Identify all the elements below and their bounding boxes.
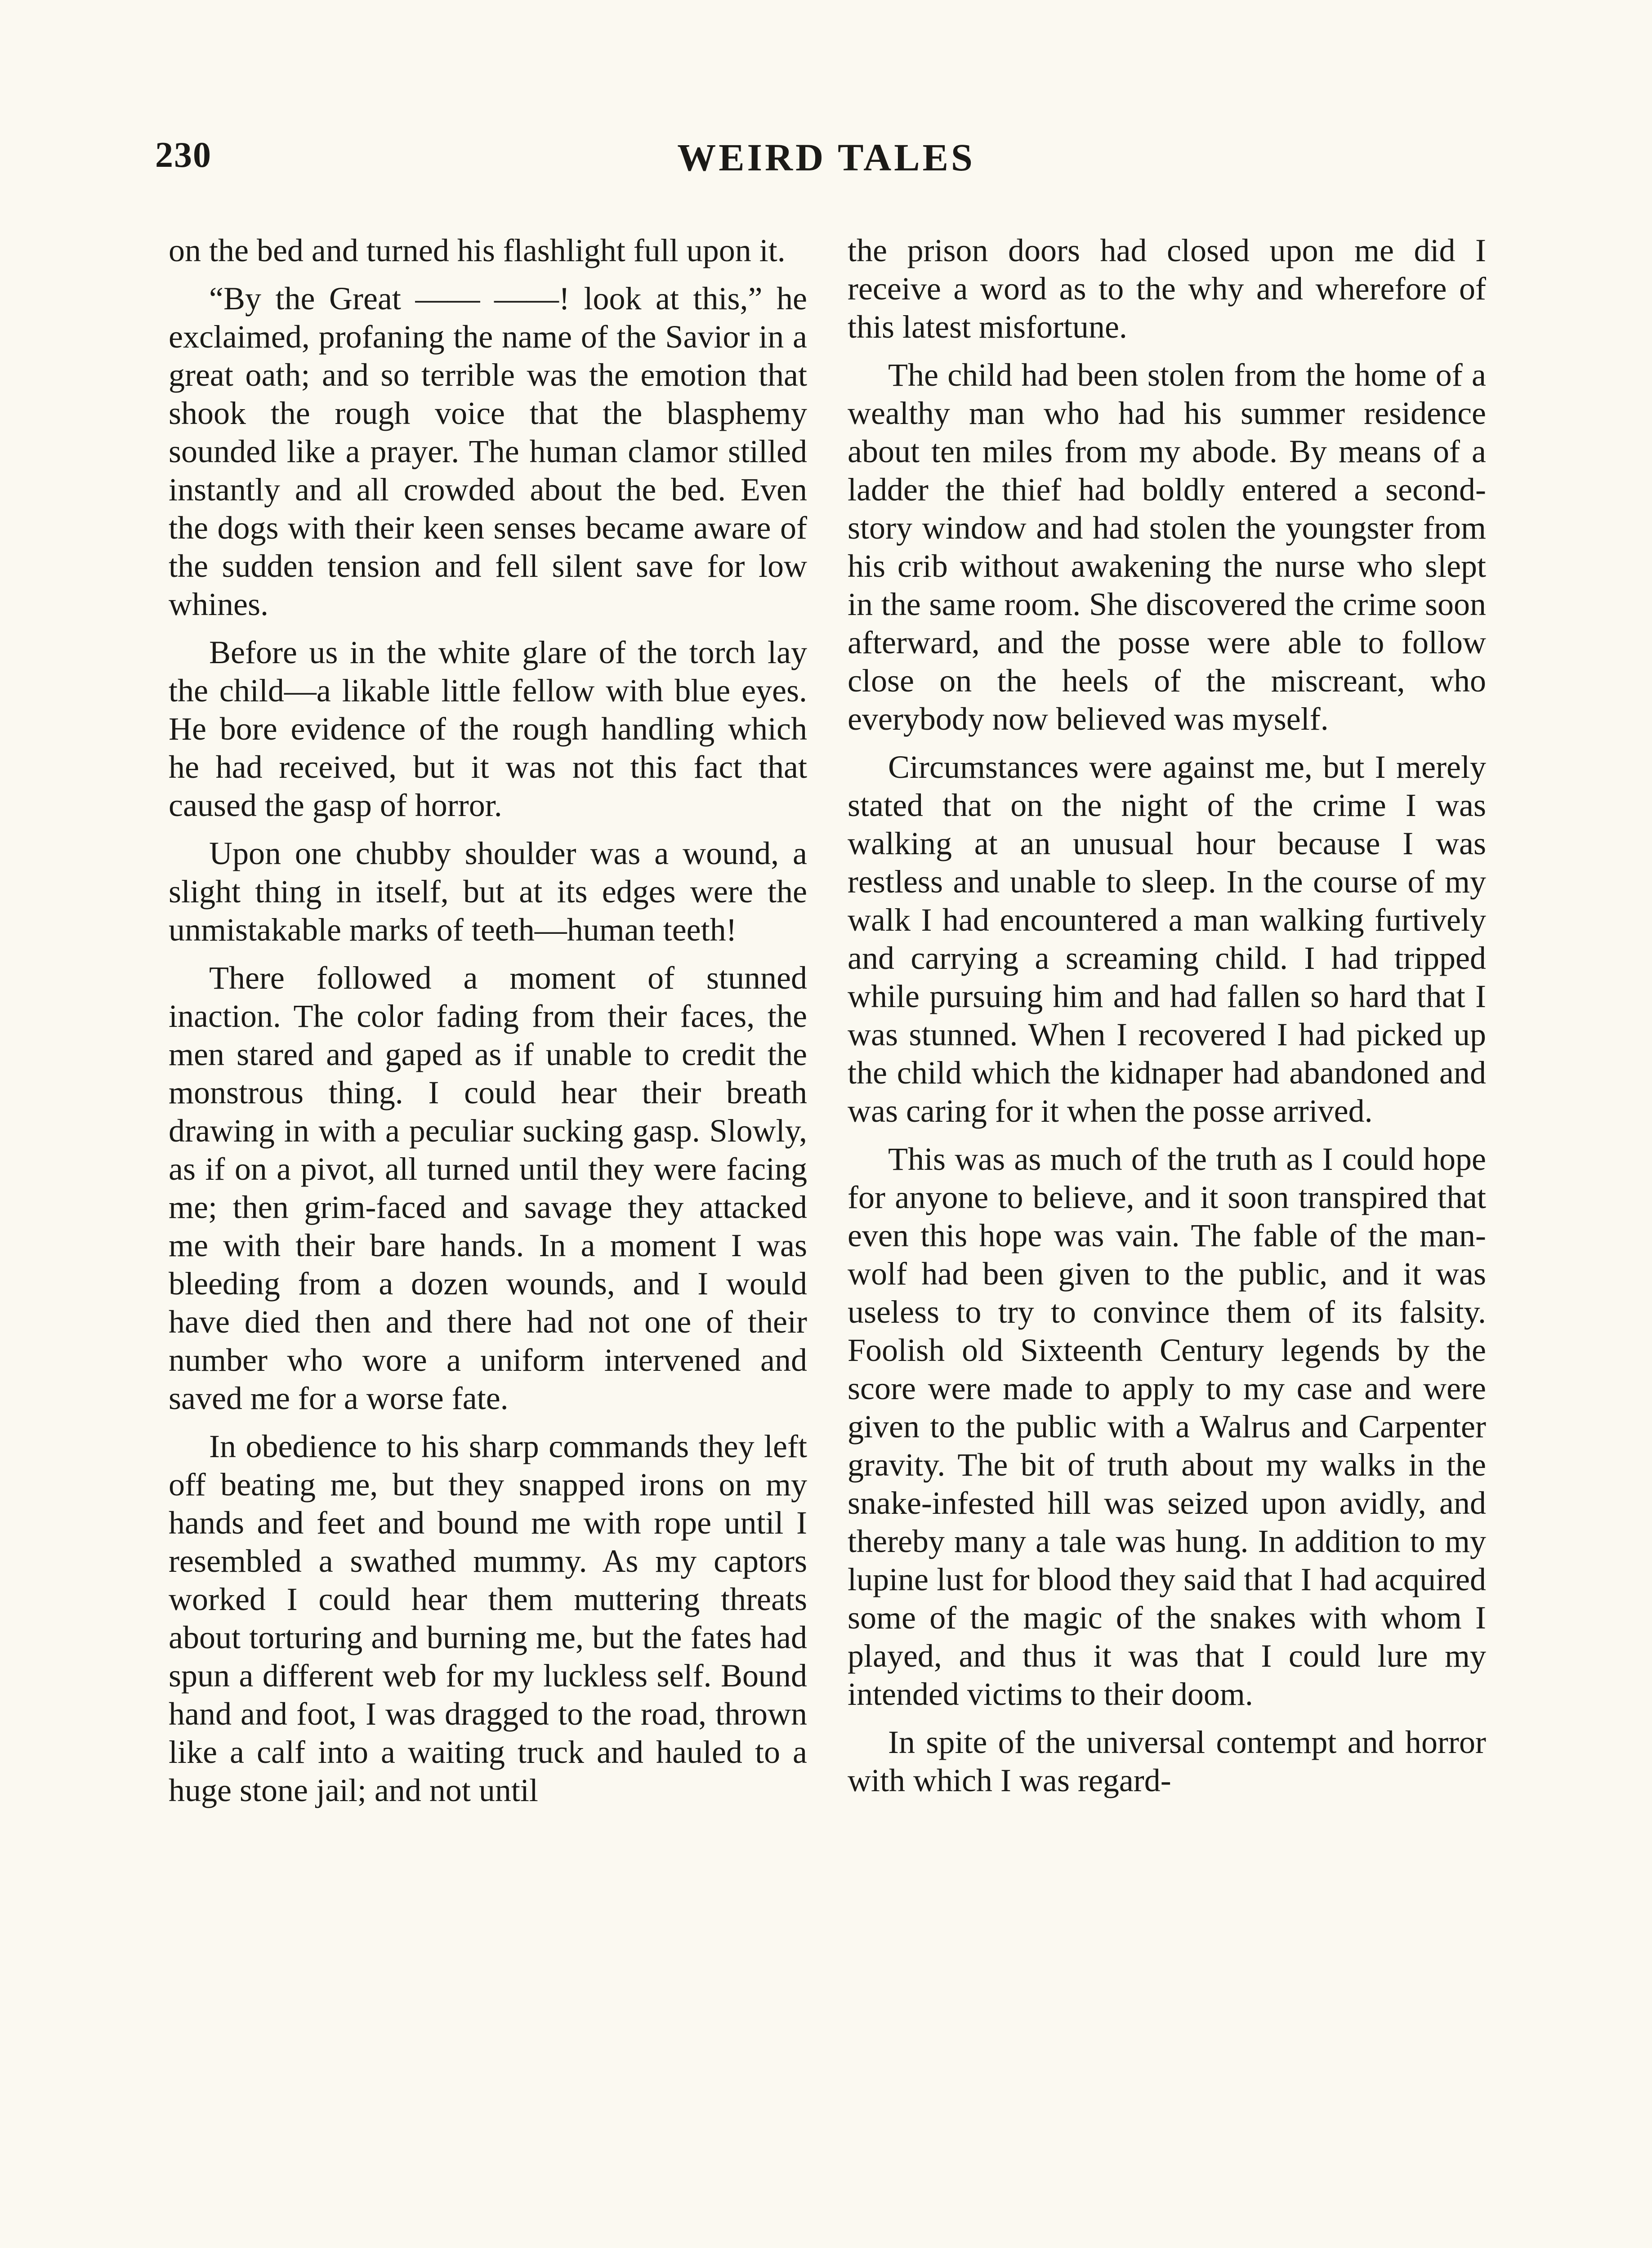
running-title: WEIRD TALES bbox=[677, 136, 975, 179]
paragraph: Upon one chubby shoulder was a wound, a slight thing in itself, but at its edges were the unmistakable marks of teeth—human teeth! bbox=[169, 835, 807, 948]
paragraph: The child had been stolen from the home of a wealthy man who had his summer residence about ten miles from my abode. By means of a ladder the thief had boldly entered a second-story window and had stolen the youngster from his crib without awakening the nurse who slept in the same room. She discovered the crime soon afterward, and the posse were able to follow close on the heels of the miscreant, who everybody now believed was myself. bbox=[848, 357, 1486, 737]
paragraph: “By the Great —— ——! look at this,” he exclaimed, profaning the name of the Savior in a great oath; and so terrible was the emotion that shook the rough voice that the blasphemy sounded like a prayer. The human clamor stilled instantly and all crowded about the bed. Even the dogs with their keen senses became aware of the sudden tension and fell silent save for low whines. bbox=[169, 281, 807, 622]
paragraph: In obedience to his sharp commands they left off beating me, but they snapped irons on my hands and feet and bound me with rope until I resembled a swathed mummy. As my captors worked I could hear them muttering threats about torturing and burning me, but the fates had spun a different web for my luckless self. Bound hand and foot, I was dragged to the road, thrown like a calf into a waiting truck and hauled to a huge stone jail; and not until bbox=[169, 1428, 807, 1808]
page-header bbox=[155, 135, 1497, 184]
paragraph: There followed a moment of stunned inaction. The color fading from their faces, the men stared and gaped as if unable to credit the monstrous thing. I could hear their breath drawing in with a peculiar sucking gasp. Slowly, as if on a pivot, all turned until they were facing me; then grim-faced and savage they attacked me with their bare hands. In a moment I was bleeding from a dozen wounds, and I would have died then and there had not one of their number who wore a uniform intervened and saved me for a worse fate. bbox=[169, 960, 807, 1416]
page-number: 230 bbox=[155, 135, 212, 175]
paragraph: Circumstances were against me, but I merely stated that on the night of the crime I was walking at an unusual hour because I was restless and unable to sleep. In the course of my walk I had encountered a man walking furtively and carrying a screaming child. I had tripped while pursuing him and had fallen so hard that I was stunned. When I recovered I had picked up the child which the kidnaper had abandoned and was caring for it when the posse arrived. bbox=[848, 749, 1486, 1129]
left-column bbox=[169, 232, 807, 1820]
paragraph: Before us in the white glare of the torch lay the child—a likable little fellow with blue eyes. He bore evidence of the rough handling which he had received, but it was not this fact that caused the gasp of horror. bbox=[169, 634, 807, 823]
paragraph: This was as much of the truth as I could hope for anyone to believe, and it soon transpired that even this hope was vain. The fable of the man-wolf had been given to the public, and it was useless to try to convince them of its falsity. Foolish old Sixteenth Century legends by the score were made to apply to my case and were given to the public with a Walrus and Carpenter gravity. The bit of truth about my walks in the snake-infested hill was seized upon avidly, and thereby many a tale was hung. In addition to my lupine lust for blood they said that I had acquired some of the magic of the snakes with whom I played, and thus it was that I could lure my intended victims to their doom. bbox=[848, 1141, 1486, 1712]
paragraph: the prison doors had closed upon me did I receive a word as to the why and wherefore of this latest misfortune. bbox=[848, 232, 1486, 345]
paragraph: In spite of the universal contempt and horror with which I was regard- bbox=[848, 1724, 1486, 1798]
right-column bbox=[848, 232, 1486, 1810]
paragraph: on the bed and turned his flashlight full upon it. bbox=[169, 232, 786, 268]
